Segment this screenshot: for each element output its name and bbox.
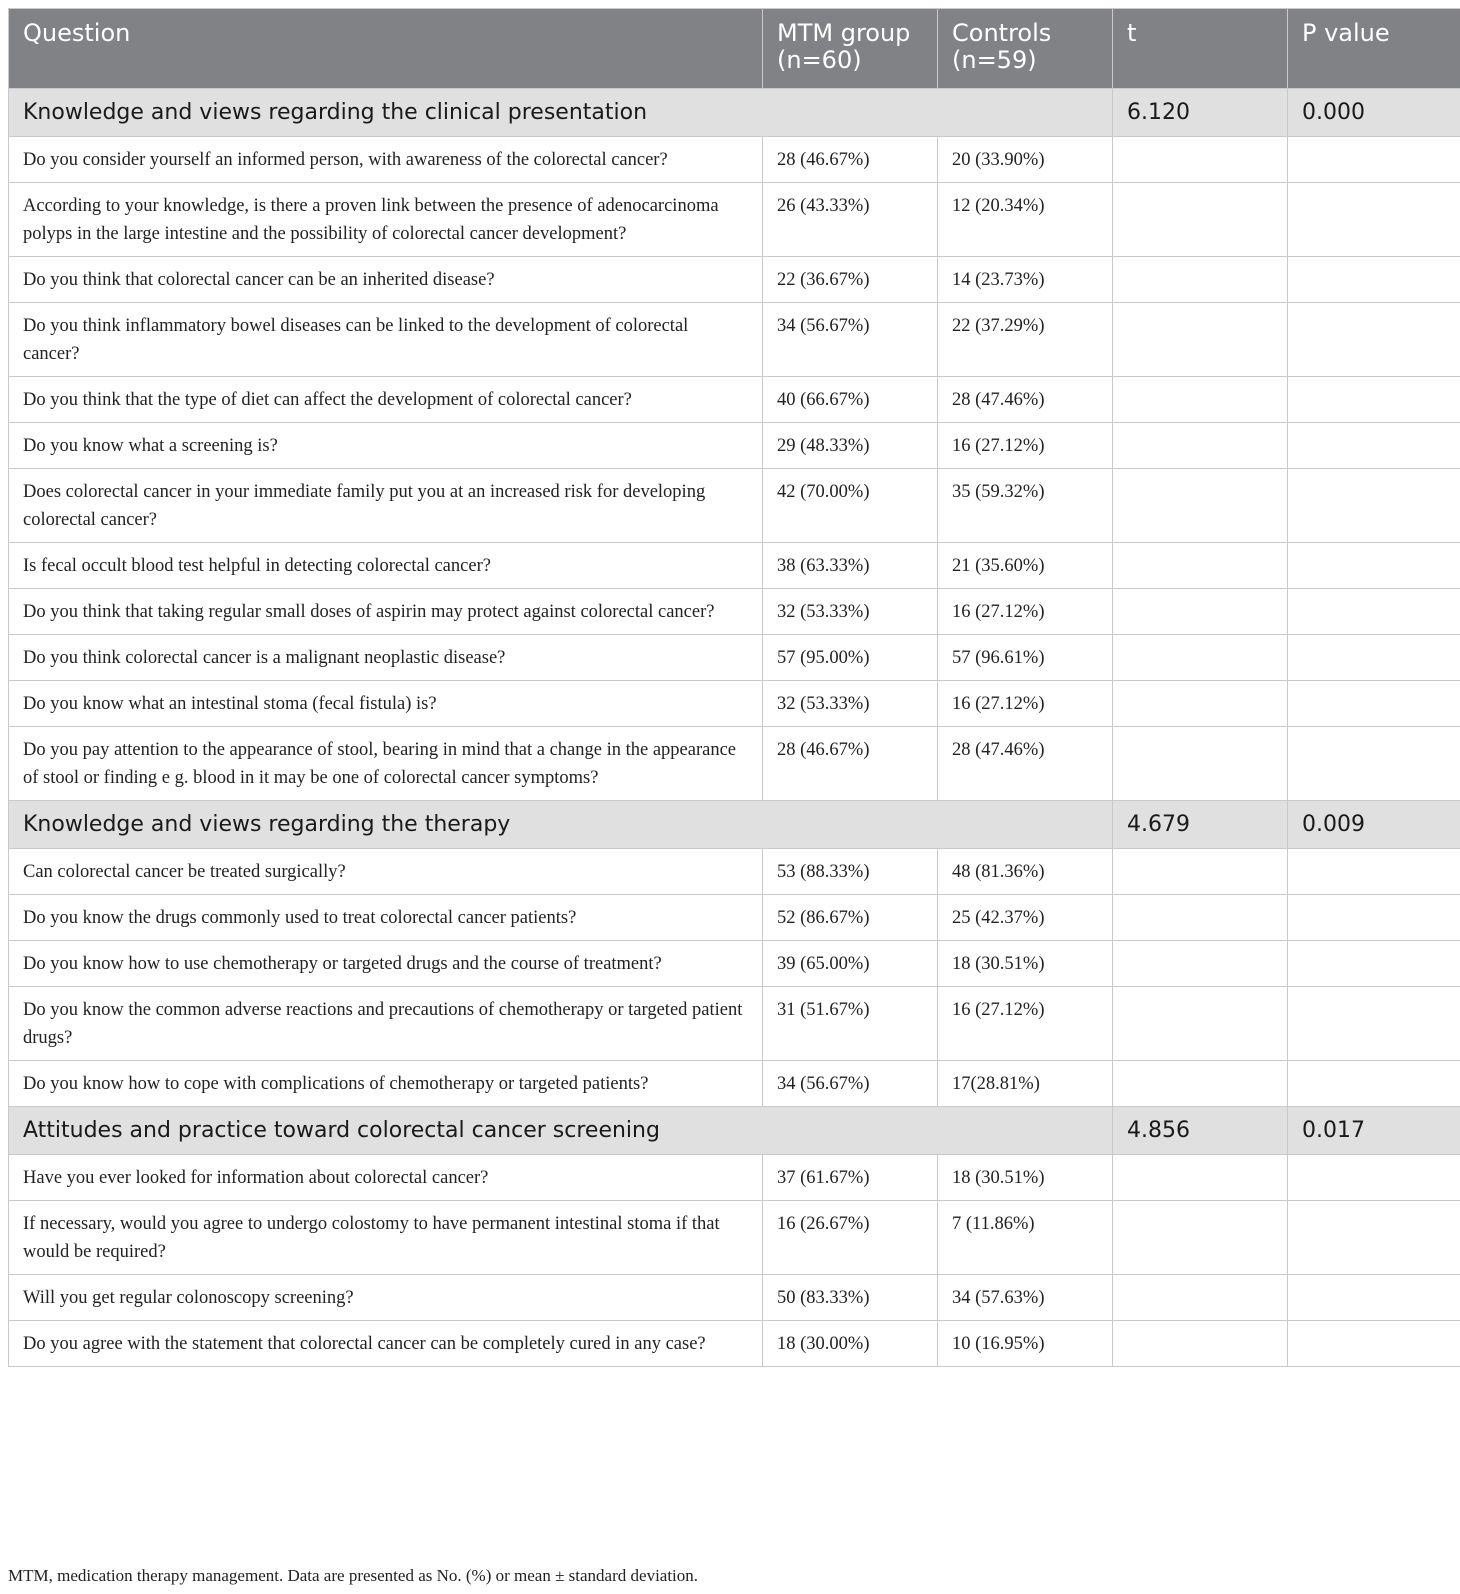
controls-value-cell: 14 (23.73%) [938, 257, 1113, 303]
p-value-cell [1288, 895, 1460, 941]
header-row [9, 9, 1460, 89]
controls-value-cell: 16 (27.12%) [938, 681, 1113, 727]
question-cell: Do you consider yourself an informed person, with awareness of the colorectal cancer? [9, 137, 763, 183]
question-cell: According to your knowledge, is there a proven link between the presence of adenocarcinoma polyps in the large intestine and the possibility of colorectal cancer development? [9, 183, 763, 257]
question-cell: Do you know how to use chemotherapy or targeted drugs and the course of treatment? [9, 941, 763, 987]
question-cell: Do you think that taking regular small doses of aspirin may protect against colorectal cancer? [9, 589, 763, 635]
p-value-cell [1288, 469, 1460, 543]
t-value-cell [1113, 137, 1288, 183]
mtm-value-cell: 32 (53.33%) [763, 589, 938, 635]
controls-value-cell: 48 (81.36%) [938, 849, 1113, 895]
header-t: t [1113, 9, 1288, 89]
p-value-cell [1288, 635, 1460, 681]
controls-value-cell: 21 (35.60%) [938, 543, 1113, 589]
question-cell: Have you ever looked for information about colorectal cancer? [9, 1155, 763, 1201]
mtm-value-cell: 31 (51.67%) [763, 987, 938, 1061]
mtm-value-cell: 40 (66.67%) [763, 377, 938, 423]
section-p-value: 0.017 [1288, 1107, 1460, 1155]
section-row [9, 801, 1460, 849]
t-value-cell [1113, 183, 1288, 257]
question-cell: Do you know what a screening is? [9, 423, 763, 469]
section-p-value: 0.009 [1288, 801, 1460, 849]
controls-value-cell: 34 (57.63%) [938, 1275, 1113, 1321]
question-cell: Do you think that colorectal cancer can be an inherited disease? [9, 257, 763, 303]
p-value-cell [1288, 1201, 1460, 1275]
section-title: Knowledge and views regarding the therapy [9, 801, 1113, 849]
table-body [9, 89, 1460, 1367]
section-title: Attitudes and practice toward colorectal cancer screening [9, 1107, 1113, 1155]
table-row [9, 1201, 1460, 1275]
table-row [9, 635, 1460, 681]
table-row [9, 589, 1460, 635]
controls-value-cell: 16 (27.12%) [938, 589, 1113, 635]
p-value-cell [1288, 1275, 1460, 1321]
table-row [9, 895, 1460, 941]
mtm-value-cell: 39 (65.00%) [763, 941, 938, 987]
p-value-cell [1288, 183, 1460, 257]
t-value-cell [1113, 849, 1288, 895]
p-value-cell [1288, 727, 1460, 801]
t-value-cell [1113, 423, 1288, 469]
t-value-cell [1113, 1321, 1288, 1367]
controls-value-cell: 10 (16.95%) [938, 1321, 1113, 1367]
controls-value-cell: 18 (30.51%) [938, 941, 1113, 987]
t-value-cell [1113, 543, 1288, 589]
table-row [9, 137, 1460, 183]
t-value-cell [1113, 1201, 1288, 1275]
table-footnote: MTM, medication therapy management. Data are presented as No. (%) or mean ± standard deviation. [8, 1566, 699, 1585]
p-value-cell [1288, 1321, 1460, 1367]
section-row [9, 89, 1460, 137]
t-value-cell [1113, 895, 1288, 941]
question-cell: Do you pay attention to the appearance of stool, bearing in mind that a change in the appearance of stool or finding e g. blood in it may be one of colorectal cancer symptoms? [9, 727, 763, 801]
section-p-value: 0.000 [1288, 89, 1460, 137]
t-value-cell [1113, 257, 1288, 303]
t-value-cell [1113, 681, 1288, 727]
section-title: Knowledge and views regarding the clinical presentation [9, 89, 1113, 137]
question-cell: Do you think that the type of diet can affect the development of colorectal cancer? [9, 377, 763, 423]
mtm-value-cell: 52 (86.67%) [763, 895, 938, 941]
p-value-cell [1288, 589, 1460, 635]
question-cell: Is fecal occult blood test helpful in detecting colorectal cancer? [9, 543, 763, 589]
section-t-value: 4.679 [1113, 801, 1288, 849]
table-row [9, 543, 1460, 589]
table-row [9, 183, 1460, 257]
question-cell: Do you agree with the statement that colorectal cancer can be completely cured in any case? [9, 1321, 763, 1367]
controls-value-cell: 17(28.81%) [938, 1061, 1113, 1107]
controls-value-cell: 35 (59.32%) [938, 469, 1113, 543]
t-value-cell [1113, 1155, 1288, 1201]
table-row [9, 1275, 1460, 1321]
p-value-cell [1288, 849, 1460, 895]
table-row [9, 303, 1460, 377]
controls-value-cell: 28 (47.46%) [938, 727, 1113, 801]
controls-value-cell: 18 (30.51%) [938, 1155, 1113, 1201]
p-value-cell [1288, 423, 1460, 469]
mtm-value-cell: 50 (83.33%) [763, 1275, 938, 1321]
p-value-cell [1288, 377, 1460, 423]
t-value-cell [1113, 469, 1288, 543]
table-row [9, 377, 1460, 423]
table-row [9, 1061, 1460, 1107]
header-mtm-group: MTM group (n=60) [763, 9, 938, 89]
table-row [9, 469, 1460, 543]
question-cell: Can colorectal cancer be treated surgically? [9, 849, 763, 895]
mtm-value-cell: 34 (56.67%) [763, 1061, 938, 1107]
t-value-cell [1113, 727, 1288, 801]
p-value-cell [1288, 543, 1460, 589]
results-table-container [8, 8, 1451, 1367]
p-value-cell [1288, 1061, 1460, 1107]
table-row [9, 987, 1460, 1061]
controls-value-cell: 12 (20.34%) [938, 183, 1113, 257]
table-row [9, 423, 1460, 469]
controls-value-cell: 57 (96.61%) [938, 635, 1113, 681]
header-question: Question [9, 9, 763, 89]
section-row [9, 1107, 1460, 1155]
controls-value-cell: 16 (27.12%) [938, 423, 1113, 469]
question-cell: Does colorectal cancer in your immediate family put you at an increased risk for developing colorectal cancer? [9, 469, 763, 543]
p-value-cell [1288, 257, 1460, 303]
p-value-cell [1288, 303, 1460, 377]
t-value-cell [1113, 589, 1288, 635]
mtm-value-cell: 34 (56.67%) [763, 303, 938, 377]
mtm-value-cell: 16 (26.67%) [763, 1201, 938, 1275]
table-row [9, 727, 1460, 801]
t-value-cell [1113, 635, 1288, 681]
header-p-value: P value [1288, 9, 1460, 89]
p-value-cell [1288, 1155, 1460, 1201]
question-cell: Do you know how to cope with complications of chemotherapy or targeted patients? [9, 1061, 763, 1107]
mtm-value-cell: 57 (95.00%) [763, 635, 938, 681]
p-value-cell [1288, 987, 1460, 1061]
question-cell: Do you know the common adverse reactions and precautions of chemotherapy or targeted patient drugs? [9, 987, 763, 1061]
t-value-cell [1113, 941, 1288, 987]
p-value-cell [1288, 681, 1460, 727]
mtm-value-cell: 29 (48.33%) [763, 423, 938, 469]
mtm-value-cell: 28 (46.67%) [763, 727, 938, 801]
question-cell: Do you think colorectal cancer is a malignant neoplastic disease? [9, 635, 763, 681]
t-value-cell [1113, 1275, 1288, 1321]
question-cell: Do you know what an intestinal stoma (fecal fistula) is? [9, 681, 763, 727]
p-value-cell [1288, 137, 1460, 183]
mtm-value-cell: 37 (61.67%) [763, 1155, 938, 1201]
table-row [9, 1155, 1460, 1201]
controls-value-cell: 16 (27.12%) [938, 987, 1113, 1061]
table-row [9, 941, 1460, 987]
mtm-value-cell: 26 (43.33%) [763, 183, 938, 257]
table-row [9, 1321, 1460, 1367]
question-cell: If necessary, would you agree to undergo colostomy to have permanent intestinal stoma if that would be required? [9, 1201, 763, 1275]
mtm-value-cell: 28 (46.67%) [763, 137, 938, 183]
mtm-value-cell: 42 (70.00%) [763, 469, 938, 543]
t-value-cell [1113, 377, 1288, 423]
section-t-value: 6.120 [1113, 89, 1288, 137]
mtm-value-cell: 22 (36.67%) [763, 257, 938, 303]
p-value-cell [1288, 941, 1460, 987]
mtm-value-cell: 53 (88.33%) [763, 849, 938, 895]
t-value-cell [1113, 303, 1288, 377]
controls-value-cell: 22 (37.29%) [938, 303, 1113, 377]
mtm-value-cell: 38 (63.33%) [763, 543, 938, 589]
controls-value-cell: 7 (11.86%) [938, 1201, 1113, 1275]
question-cell: Do you think inflammatory bowel diseases can be linked to the development of colorectal cancer? [9, 303, 763, 377]
mtm-value-cell: 32 (53.33%) [763, 681, 938, 727]
t-value-cell [1113, 987, 1288, 1061]
section-t-value: 4.856 [1113, 1107, 1288, 1155]
question-cell: Will you get regular colonoscopy screening? [9, 1275, 763, 1321]
controls-value-cell: 25 (42.37%) [938, 895, 1113, 941]
table-row [9, 849, 1460, 895]
question-cell: Do you know the drugs commonly used to treat colorectal cancer patients? [9, 895, 763, 941]
mtm-value-cell: 18 (30.00%) [763, 1321, 938, 1367]
controls-value-cell: 28 (47.46%) [938, 377, 1113, 423]
table-row [9, 681, 1460, 727]
t-value-cell [1113, 1061, 1288, 1107]
header-controls: Controls (n=59) [938, 9, 1113, 89]
table-row [9, 257, 1460, 303]
controls-value-cell: 20 (33.90%) [938, 137, 1113, 183]
results-table [8, 8, 1460, 1367]
